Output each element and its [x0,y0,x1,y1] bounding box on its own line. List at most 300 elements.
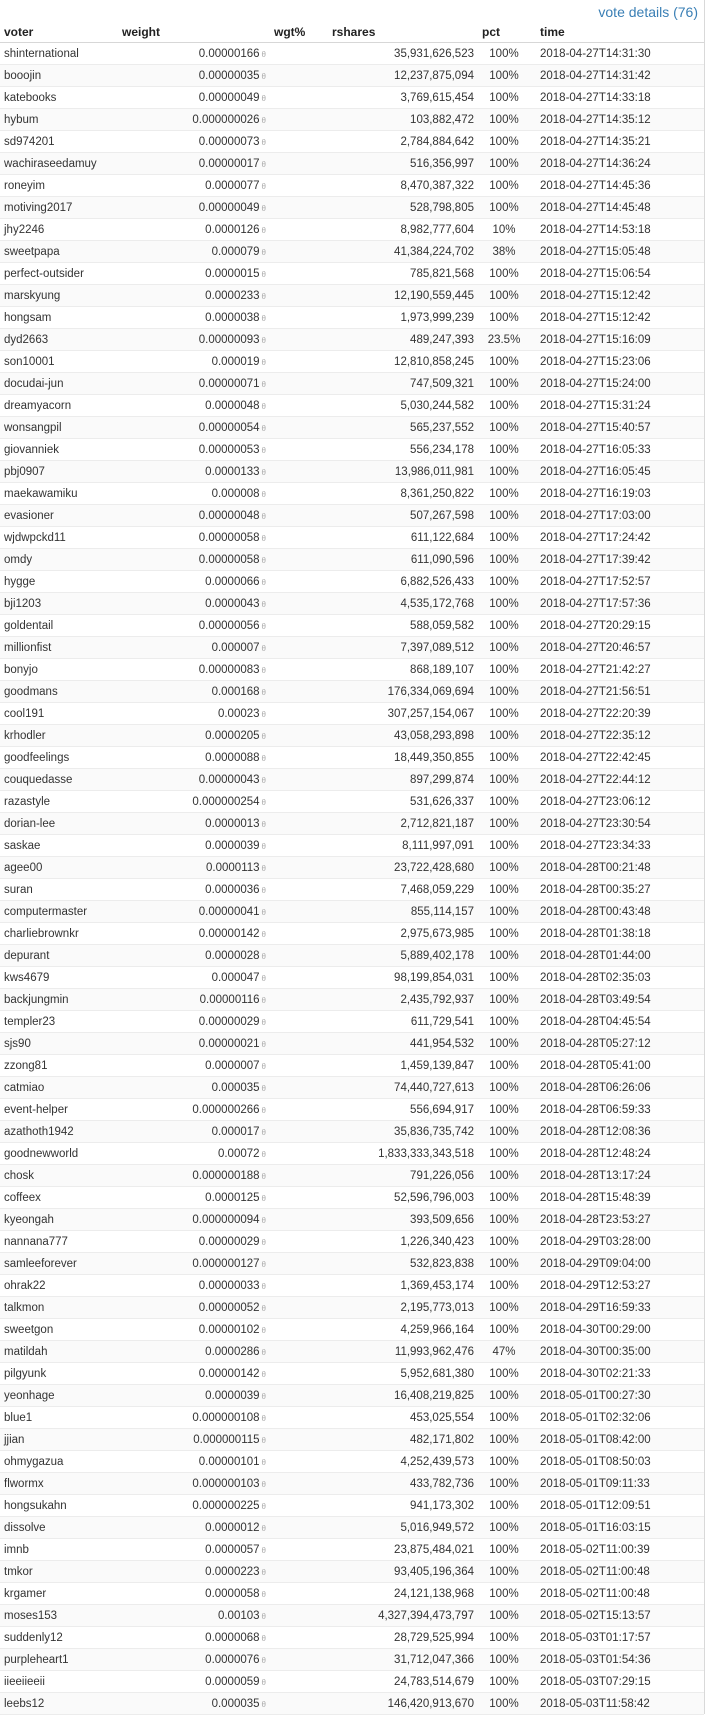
voter-cell-text[interactable]: kws4679 [4,971,50,984]
voter-cell-text[interactable]: catmiao [4,1081,45,1094]
table-row [0,659,704,681]
weight-cell [118,659,270,681]
time-cell-text: 2018-04-27T15:24:00 [540,377,651,390]
voter-cell[interactable] [0,175,118,197]
weight-cell [118,329,270,351]
voter-cell-text[interactable]: katebooks [4,91,57,104]
voter-cell-text[interactable]: suran [4,883,33,896]
voter-cell-text[interactable]: pbj0907 [4,465,45,478]
pct-cell-text: 100% [489,773,519,786]
weight-cell [118,263,270,285]
time-cell-text: 2018-04-27T17:39:42 [540,553,651,566]
pct-cell-text: 100% [489,1257,519,1270]
rshares-cell [328,1583,478,1605]
voter-cell-text[interactable]: docudai-jun [4,377,64,390]
time-cell-text: 2018-04-27T23:06:12 [540,795,651,808]
voter-cell[interactable] [0,263,118,285]
weight-cell-text: 0.00000083 [198,663,260,676]
voter-cell[interactable] [0,395,118,417]
voter-cell[interactable] [0,791,118,813]
voter-cell[interactable] [0,417,118,439]
table-header-row [0,22,704,43]
time-cell-text: 2018-04-27T20:46:57 [540,641,651,654]
voter-cell[interactable] [0,1671,118,1693]
voter-cell-text[interactable]: sweetpapa [4,245,60,258]
voter-cell[interactable] [0,307,118,329]
sp-icon: θ [261,599,266,609]
voter-cell[interactable] [0,43,118,65]
sp-icon: θ [261,203,266,213]
voter-cell-text[interactable]: charliebrownkr [4,927,79,940]
voter-cell-text[interactable]: millionfist [4,641,52,654]
time-cell-text: 2018-05-02T11:00:39 [540,1543,650,1556]
voter-cell-text[interactable]: purpleheart1 [4,1653,69,1666]
voter-cell[interactable] [0,461,118,483]
voter-cell-text[interactable]: booojin [4,69,42,82]
pct-cell [478,1649,530,1671]
voter-cell-text[interactable]: dorian-lee [4,817,56,830]
weight-cell [118,1011,270,1033]
voter-cell[interactable] [0,901,118,923]
pct-cell-text: 100% [489,751,519,764]
voter-cell-text[interactable]: iieeiieeii [4,1675,45,1688]
pct-cell-text: 100% [489,1675,519,1688]
voter-cell[interactable] [0,329,118,351]
voter-cell[interactable] [0,659,118,681]
voter-cell[interactable] [0,439,118,461]
wgt-cell [270,1649,328,1671]
voter-cell-text[interactable]: blue1 [4,1411,33,1424]
sp-icon: θ [261,885,266,895]
sp-icon: θ [261,577,266,587]
voter-cell[interactable] [0,241,118,263]
voter-cell-text[interactable]: azathoth1942 [4,1125,74,1138]
weight-cell-text: 0.000019 [211,355,260,368]
voter-cell[interactable] [0,285,118,307]
weight-cell-text: 0.00103 [217,1609,260,1622]
wgt-cell [270,813,328,835]
time-cell [530,1077,704,1099]
voter-cell[interactable] [0,1385,118,1407]
voter-cell-text[interactable]: samleeforever [4,1257,77,1270]
pct-cell [478,1363,530,1385]
voter-cell[interactable] [0,1011,118,1033]
time-cell-text: 2018-04-28T05:41:00 [540,1059,651,1072]
voter-cell-text[interactable]: dreamyacorn [4,399,72,412]
sp-icon: θ [261,181,266,191]
weight-cell-text: 0.000000026 [192,113,260,126]
voter-cell-text[interactable]: sjs90 [4,1037,31,1050]
voter-cell-text[interactable]: goodnewworld [4,1147,79,1160]
weight-cell-text: 0.0000007 [205,1059,260,1072]
time-cell [530,483,704,505]
rshares-cell-text: 588,059,582 [410,619,474,632]
voter-cell[interactable] [0,87,118,109]
voter-cell[interactable] [0,1099,118,1121]
voter-cell[interactable] [0,747,118,769]
voter-cell-text[interactable]: chosk [4,1169,35,1182]
voter-cell[interactable] [0,703,118,725]
rshares-cell [328,1429,478,1451]
voter-cell-text[interactable]: templer23 [4,1015,56,1028]
sp-icon: θ [261,1611,266,1621]
voter-cell-text[interactable]: flwormx [4,1477,44,1490]
voter-cell-text[interactable]: couquedasse [4,773,73,786]
pct-cell [478,505,530,527]
time-cell-text: 2018-04-27T14:53:18 [540,223,651,236]
voter-cell[interactable] [0,857,118,879]
voter-cell[interactable] [0,1253,118,1275]
sp-icon: θ [261,1633,266,1643]
voter-cell[interactable] [0,571,118,593]
voter-cell[interactable] [0,681,118,703]
voter-cell[interactable] [0,1033,118,1055]
column-header-pct[interactable]: pct [478,22,530,43]
rshares-cell [328,351,478,373]
voter-cell[interactable] [0,1605,118,1627]
voter-cell[interactable] [0,1077,118,1099]
pct-cell [478,1143,530,1165]
voter-cell[interactable] [0,1517,118,1539]
voter-cell-text[interactable]: goodmans [4,685,58,698]
wgt-cell [270,329,328,351]
table-row [0,1627,704,1649]
voter-cell[interactable] [0,219,118,241]
voter-cell[interactable] [0,1121,118,1143]
rshares-cell [328,1385,478,1407]
voter-cell-text[interactable]: sweetgon [4,1323,54,1336]
voter-cell[interactable] [0,945,118,967]
voter-cell-text[interactable]: leebs12 [4,1697,45,1710]
pct-cell-text: 100% [489,685,519,698]
voter-cell[interactable] [0,1275,118,1297]
voter-cell[interactable] [0,527,118,549]
voter-cell-text[interactable]: event-helper [4,1103,68,1116]
weight-cell-text: 0.00000029 [198,1235,260,1248]
voter-cell-text[interactable]: matildah [4,1345,48,1358]
voter-cell-text[interactable]: computermaster [4,905,88,918]
voter-cell-text[interactable]: wjdwpckd11 [4,531,66,544]
voter-cell[interactable] [0,1165,118,1187]
time-cell [530,593,704,615]
sp-icon: θ [261,1523,266,1533]
voter-cell[interactable] [0,835,118,857]
pct-cell-text: 100% [489,355,519,368]
voter-cell-text[interactable]: nannana777 [4,1235,68,1248]
voter-cell-text[interactable]: giovanniek [4,443,59,456]
rshares-cell-text: 393,509,656 [410,1213,474,1226]
weight-cell-text: 0.0000043 [205,597,260,610]
wgt-cell [270,1561,328,1583]
voter-cell-text[interactable]: depurant [4,949,50,962]
voter-cell[interactable] [0,593,118,615]
pct-cell-text: 100% [489,729,519,742]
time-cell [530,1275,704,1297]
weight-cell [118,1429,270,1451]
table-row [0,549,704,571]
weight-cell [118,967,270,989]
voter-cell[interactable] [0,1407,118,1429]
table-row [0,1671,704,1693]
sp-icon: θ [261,841,266,851]
column-header-time[interactable]: time [530,22,704,43]
voter-cell-text[interactable]: krgamer [4,1587,47,1600]
voter-cell-text[interactable]: shinternational [4,47,79,60]
voter-cell[interactable] [0,1495,118,1517]
voter-cell[interactable] [0,505,118,527]
voter-cell-text[interactable]: maekawamiku [4,487,78,500]
rshares-cell-text: 1,973,999,239 [400,311,474,324]
voter-cell-text[interactable]: ohrak22 [4,1279,46,1292]
rshares-cell-text: 52,596,796,003 [394,1191,474,1204]
voter-cell-text[interactable]: agee00 [4,861,43,874]
pct-cell [478,109,530,131]
voter-cell-text[interactable]: goldentail [4,619,54,632]
rshares-cell [328,857,478,879]
weight-cell [118,351,270,373]
voter-cell[interactable] [0,1055,118,1077]
wgt-cell [270,1055,328,1077]
voter-cell[interactable] [0,725,118,747]
weight-cell [118,417,270,439]
weight-cell [118,395,270,417]
weight-cell [118,813,270,835]
wgt-cell [270,43,328,65]
wgt-cell [270,1605,328,1627]
table-row [0,373,704,395]
voter-cell-text[interactable]: roneyim [4,179,45,192]
voter-cell[interactable] [0,989,118,1011]
voter-cell-text[interactable]: hongsam [4,311,52,324]
rshares-cell-text: 12,190,559,445 [394,289,474,302]
sp-icon: θ [261,1215,266,1225]
table-row [0,395,704,417]
column-header-weight[interactable]: weight [118,22,270,43]
pct-cell [478,1583,530,1605]
weight-cell-text: 0.000000094 [192,1213,260,1226]
wgt-cell [270,1473,328,1495]
pct-cell [478,1627,530,1649]
voter-cell-text[interactable]: tmkor [4,1565,33,1578]
voter-cell[interactable] [0,615,118,637]
wgt-cell [270,461,328,483]
time-cell-text: 2018-04-27T22:35:12 [540,729,651,742]
pct-cell [478,1231,530,1253]
sp-icon: θ [261,423,266,433]
weight-cell-text: 0.0000286 [205,1345,260,1358]
voter-cell-text[interactable]: bji1203 [4,597,42,610]
voter-cell-text[interactable]: dissolve [4,1521,46,1534]
vote-details-link[interactable]: vote details (76) [598,4,698,20]
sp-icon: θ [261,731,266,741]
pct-cell-text: 100% [489,531,519,544]
voter-cell-text[interactable]: evasioner [4,509,54,522]
time-cell [530,1143,704,1165]
voter-cell-text[interactable]: wachiraseedamuy [4,157,97,170]
weight-cell-text: 0.00000052 [198,1301,260,1314]
voter-cell[interactable] [0,1473,118,1495]
pct-cell [478,967,530,989]
pct-cell-text: 100% [489,47,519,60]
voter-cell-text[interactable]: talkmon [4,1301,45,1314]
voter-cell-text[interactable]: omdy [4,553,33,566]
weight-cell-text: 0.000000254 [192,795,260,808]
voter-cell[interactable] [0,1143,118,1165]
voter-cell-text[interactable]: son10001 [4,355,55,368]
rshares-cell-text: 7,397,089,512 [400,641,474,654]
voter-cell[interactable] [0,769,118,791]
voter-cell[interactable] [0,1297,118,1319]
voter-cell[interactable] [0,1451,118,1473]
voter-cell-text[interactable]: coffeex [4,1191,41,1204]
rshares-cell-text: 528,798,805 [410,201,474,214]
rshares-cell [328,1495,478,1517]
weight-cell-text: 0.0000015 [205,267,260,280]
voter-cell[interactable] [0,1561,118,1583]
pct-cell [478,1429,530,1451]
time-cell [530,1121,704,1143]
wgt-cell [270,549,328,571]
voter-cell-text[interactable]: saskae [4,839,41,852]
table-row [0,1099,704,1121]
sp-icon: θ [261,665,266,675]
rshares-cell [328,483,478,505]
column-header-voter[interactable]: voter [0,22,118,43]
weight-cell-text: 0.00000043 [198,773,260,786]
wgt-cell [270,219,328,241]
time-cell-text: 2018-04-27T15:16:09 [540,333,651,346]
voter-cell[interactable] [0,1209,118,1231]
voter-cell-text[interactable]: imnb [4,1543,29,1556]
voter-cell-text[interactable]: razastyle [4,795,51,808]
pct-cell [478,1187,530,1209]
voter-cell[interactable] [0,373,118,395]
pct-cell-text: 100% [489,311,519,324]
voter-cell-text[interactable]: kyeongah [4,1213,54,1226]
time-cell-text: 2018-04-28T02:35:03 [540,971,651,984]
voter-cell-text[interactable]: goodfeelings [4,751,70,764]
weight-cell-text: 0.00000142 [198,927,260,940]
weight-cell [118,1099,270,1121]
pct-cell-text: 100% [489,839,519,852]
voter-cell[interactable] [0,131,118,153]
voter-cell[interactable] [0,967,118,989]
weight-cell-text: 0.000017 [211,1125,260,1138]
table-row [0,1165,704,1187]
voter-cell-text[interactable]: wonsangpil [4,421,62,434]
voter-cell-text[interactable]: pilgyunk [4,1367,47,1380]
column-header-wgt[interactable]: wgt% [270,22,328,43]
voter-cell[interactable] [0,1231,118,1253]
voter-cell[interactable] [0,923,118,945]
voter-cell-text[interactable]: jhy2246 [4,223,45,236]
voter-cell-text[interactable]: yeonhage [4,1389,55,1402]
voter-cell[interactable] [0,1363,118,1385]
voter-cell[interactable] [0,549,118,571]
table-row [0,1561,704,1583]
voter-cell[interactable] [0,1627,118,1649]
time-cell-text: 2018-04-29T16:59:33 [540,1301,651,1314]
wgt-cell [270,1583,328,1605]
voter-cell-text[interactable]: sd974201 [4,135,55,148]
voter-cell-text[interactable]: moses153 [4,1609,58,1622]
rshares-cell-text: 8,111,997,091 [402,839,474,852]
rshares-cell-text: 4,259,966,164 [400,1323,474,1336]
rshares-cell-text: 8,982,777,604 [400,223,474,236]
voter-cell-text[interactable]: ohmygazua [4,1455,64,1468]
rshares-cell-text: 855,114,157 [410,905,474,918]
weight-cell [118,1539,270,1561]
time-cell [530,901,704,923]
voter-cell[interactable] [0,1693,118,1715]
voter-cell-text[interactable]: cool191 [4,707,45,720]
voter-cell-text[interactable]: motiving2017 [4,201,73,214]
voter-cell[interactable] [0,153,118,175]
voter-cell[interactable] [0,483,118,505]
pct-cell-text: 100% [489,1037,519,1050]
weight-cell [118,1341,270,1363]
pct-cell-text: 100% [489,1301,519,1314]
voter-cell[interactable] [0,813,118,835]
voter-cell[interactable] [0,1319,118,1341]
voter-cell-text[interactable]: hygge [4,575,36,588]
table-row [0,1231,704,1253]
voter-cell-text[interactable]: bonyjo [4,663,38,676]
pct-cell-text: 100% [489,509,519,522]
voter-cell-text[interactable]: backjungmin [4,993,69,1006]
weight-cell-text: 0.00000041 [198,905,260,918]
voter-cell[interactable] [0,351,118,373]
weight-cell [118,87,270,109]
voter-cell[interactable] [0,1341,118,1363]
voter-cell-text[interactable]: perfect-outsider [4,267,84,280]
pct-cell-text: 100% [489,267,519,280]
voter-cell-text[interactable]: hongsukahn [4,1499,67,1512]
time-cell [530,373,704,395]
pct-cell [478,527,530,549]
rshares-cell [328,725,478,747]
column-header-rshares[interactable]: rshares [328,22,478,43]
voter-cell-text[interactable]: marskyung [4,289,61,302]
voter-cell-text[interactable]: jjian [4,1433,25,1446]
weight-cell-text: 0.0000233 [205,289,260,302]
voter-cell[interactable] [0,879,118,901]
voter-cell-text[interactable]: dyd2663 [4,333,49,346]
voter-cell-text[interactable]: hybum [4,113,39,126]
rshares-cell-text: 12,810,858,245 [394,355,474,368]
wgt-cell [270,175,328,197]
sp-icon: θ [261,1039,266,1049]
voter-cell-text[interactable]: suddenly12 [4,1631,63,1644]
pct-cell-text: 100% [489,487,519,500]
voter-cell[interactable] [0,1583,118,1605]
voter-cell[interactable] [0,1649,118,1671]
voter-cell-text[interactable]: krhodler [4,729,46,742]
wgt-cell [270,1363,328,1385]
voter-cell[interactable] [0,197,118,219]
rshares-cell [328,879,478,901]
weight-cell-text: 0.00000058 [198,531,260,544]
voter-cell-text[interactable]: zzong81 [4,1059,48,1072]
voter-cell[interactable] [0,65,118,87]
pct-cell-text: 100% [489,1477,519,1490]
voter-cell[interactable] [0,1187,118,1209]
rshares-cell-text: 482,171,802 [410,1433,474,1446]
voter-cell[interactable] [0,109,118,131]
voter-cell[interactable] [0,637,118,659]
voter-cell[interactable] [0,1539,118,1561]
voter-cell[interactable] [0,1429,118,1451]
